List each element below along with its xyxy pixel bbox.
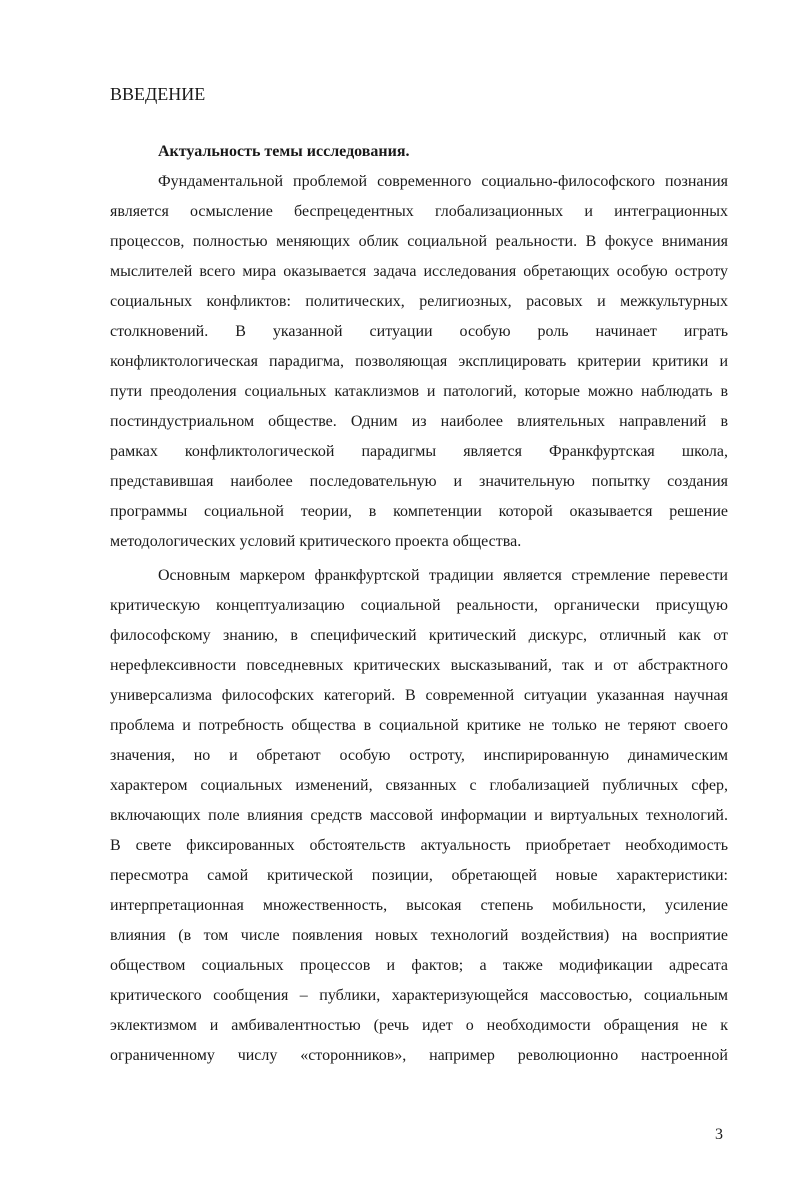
text-line: ограниченному числу «сторонников», например революционно настроенной bbox=[110, 1047, 728, 1064]
text-line: характером социальных изменений, связанных с глобализацией публичных сфер, bbox=[110, 777, 728, 794]
text-line: включающих поле влияния средств массовой информации и виртуальных технологий. bbox=[110, 807, 728, 824]
text-line: рамках конфликтологической парадигмы является Франкфуртская школа, bbox=[110, 443, 728, 460]
text-line: Основным маркером франкфуртской традиции является стремление перевести bbox=[158, 567, 728, 584]
text-line: постиндустриальном обществе. Одним из наиболее влиятельных направлений в bbox=[110, 413, 728, 430]
text-line: значения, но и обретают особую остроту, инспирированную динамическим bbox=[110, 747, 728, 764]
section-heading: ВВЕДЕНИЕ bbox=[110, 84, 206, 104]
text-line: влияния (в том числе появления новых технологий воздействия) на восприятие bbox=[110, 927, 728, 944]
text-line: универсализма философских категорий. В современной ситуации указанная научная bbox=[110, 687, 728, 704]
text-line: эклектизмом и амбивалентностью (речь идет о необходимости обращения не к bbox=[110, 1017, 728, 1034]
text-line: социальных конфликтов: политических, религиозных, расовых и межкультурных bbox=[110, 293, 728, 310]
text-line: интерпретационная множественность, высокая степень мобильности, усиление bbox=[110, 897, 728, 914]
text-line: методологических условий критического проекта общества. bbox=[110, 533, 522, 550]
text-line: конфликтологическая парадигма, позволяющая эксплицировать критерии критики и bbox=[110, 353, 728, 370]
text-line: программы социальной теории, в компетенции которой оказывается решение bbox=[110, 503, 728, 520]
page-number: 3 bbox=[715, 1126, 723, 1143]
subsection-heading: Актуальность темы исследования. bbox=[158, 143, 410, 160]
text-line: пересмотра самой критической позиции, обретающей новые характеристики: bbox=[110, 867, 728, 884]
text-line: критическую концептуализацию социальной реальности, органически присущую bbox=[110, 597, 728, 614]
text-line: проблема и потребность общества в социальной критике не только не теряют своего bbox=[110, 717, 728, 734]
text-line: философскому знанию, в специфический критический дискурс, отличный как от bbox=[110, 627, 728, 644]
text-line: столкновений. В указанной ситуации особую роль начинает играть bbox=[110, 323, 728, 340]
text-line: пути преодоления социальных катаклизмов и патологий, которые можно наблюдать в bbox=[110, 383, 728, 400]
text-line: процессов, полностью меняющих облик социальной реальности. В фокусе внимания bbox=[110, 233, 728, 250]
text-line: является осмысление беспрецедентных глобализационных и интеграционных bbox=[110, 203, 728, 220]
text-line: нерефлексивности повседневных критических высказываний, так и от абстрактного bbox=[110, 657, 728, 674]
text-line: критического сообщения – публики, характеризующейся массовостью, социальным bbox=[110, 987, 728, 1004]
text-line: обществом социальных процессов и фактов; а также модификации адресата bbox=[110, 957, 728, 974]
text-line: мыслителей всего мира оказывается задача исследования обретающих особую остроту bbox=[110, 263, 728, 280]
text-line: представившая наиболее последовательную и значительную попытку создания bbox=[110, 473, 728, 490]
text-line: В свете фиксированных обстоятельств актуальность приобретает необходимость bbox=[110, 837, 728, 854]
text-line: Фундаментальной проблемой современного социально-философского познания bbox=[158, 173, 728, 190]
